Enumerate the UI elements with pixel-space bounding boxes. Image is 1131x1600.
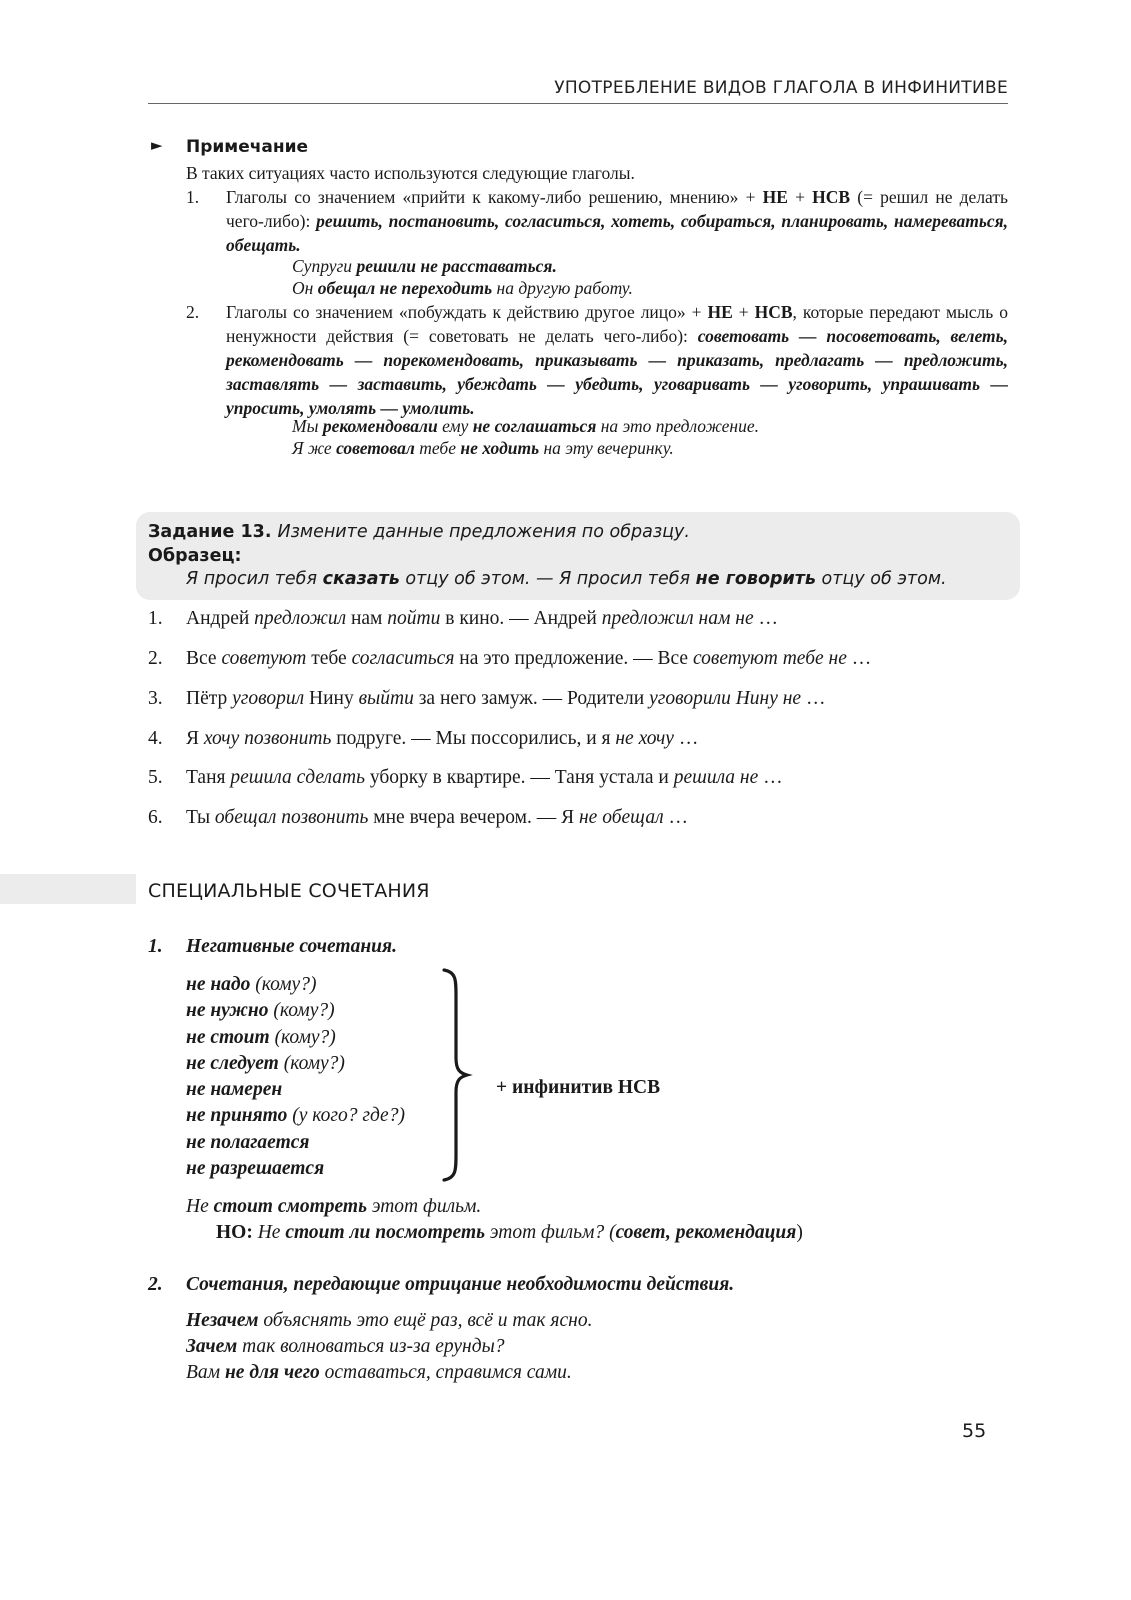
section-bar — [0, 874, 136, 904]
note-example: Я же советовал тебе не ходить на эту вечеринку. — [292, 438, 674, 458]
note-item-number: 1. — [186, 187, 200, 207]
note-intro: В таких ситуациях часто используются следующие глаголы. — [186, 163, 635, 183]
example-sentence: НО: Не стоит ли посмотреть этот фильм? (совет, рекомендация) — [216, 1222, 803, 1243]
combo-line: не следует (кому?) — [186, 1052, 345, 1074]
note-item-2 — [186, 300, 1008, 420]
example-sentence: Не стоит смотреть этот фильм. — [186, 1196, 482, 1217]
note-arrow-icon: ► — [151, 136, 163, 154]
note-item-1 — [186, 185, 1008, 257]
note-example: Он обещал не переходить на другую работу. — [292, 278, 633, 298]
running-header: УПОТРЕБЛЕНИЕ ВИДОВ ГЛАГОЛА В ИНФИНИТИВЕ — [554, 78, 1008, 98]
combo-line: не нужно (кому?) — [186, 1000, 335, 1022]
section-title: СПЕЦИАЛЬНЫЕ СОЧЕТАНИЯ — [148, 880, 430, 902]
combo-line: не стоит (кому?) — [186, 1026, 336, 1048]
note-example: Супруги решили не расставаться. — [292, 256, 557, 276]
task-title: Задание 13. Измените данные предложения по образцу. — [148, 522, 690, 542]
note-title: Примечание — [186, 137, 309, 157]
combo-line: не принято (у кого? где?) — [186, 1105, 405, 1127]
combo-line: не разрешается — [186, 1158, 325, 1180]
note-example: Мы рекомендовали ему не соглашаться на это предложение. — [292, 416, 760, 436]
header-rule — [148, 103, 1008, 104]
combo-line: не намерен — [186, 1079, 283, 1101]
sample-label: Образец: — [148, 546, 242, 566]
combo-line: не надо (кому?) — [186, 974, 317, 995]
sample-text: Я просил тебя сказать отцу об этом. — Я просил тебя не говорить отцу об этом. — [186, 569, 947, 589]
curly-brace-icon — [440, 966, 474, 1184]
example-sentence: Вам не для чего оставаться, справимся сами. — [186, 1362, 572, 1383]
page-number: 55 — [962, 1420, 987, 1442]
negative-combinations-list — [186, 972, 405, 1182]
example-sentence: Зачем так волноваться из-за ерунды? — [186, 1336, 505, 1357]
example-sentence: Незачем объяснять это ещё раз, всё и так ясно. — [186, 1310, 593, 1331]
note-item-text: Глаголы со значением «прийти к какому-либо решению, мнению» + НЕ + НСВ (= решил не делать чего-либо): решить, постановить, согласиться, хотеть, собираться, планировать, намереваться, обещать. — [226, 187, 1008, 255]
note-item-number: 2. — [186, 302, 200, 322]
brace-label: + инфинитив НСВ — [496, 1077, 661, 1098]
note-item-text: Глаголы со значением «побуждать к действию другое лицо» + НЕ + НСВ, которые передают мысль о ненужности действия (= советовать не делать чего-либо): советовать — посоветовать, велеть, рекомендовать — порекомендовать, приказывать — приказать, предлагать — предложить, заставлять — заставить, убеждать — убедить, уговаривать — уговорить, упрашивать — упросить, умолять — умолить. — [226, 302, 1009, 418]
combo-line: не полагается — [186, 1131, 310, 1153]
